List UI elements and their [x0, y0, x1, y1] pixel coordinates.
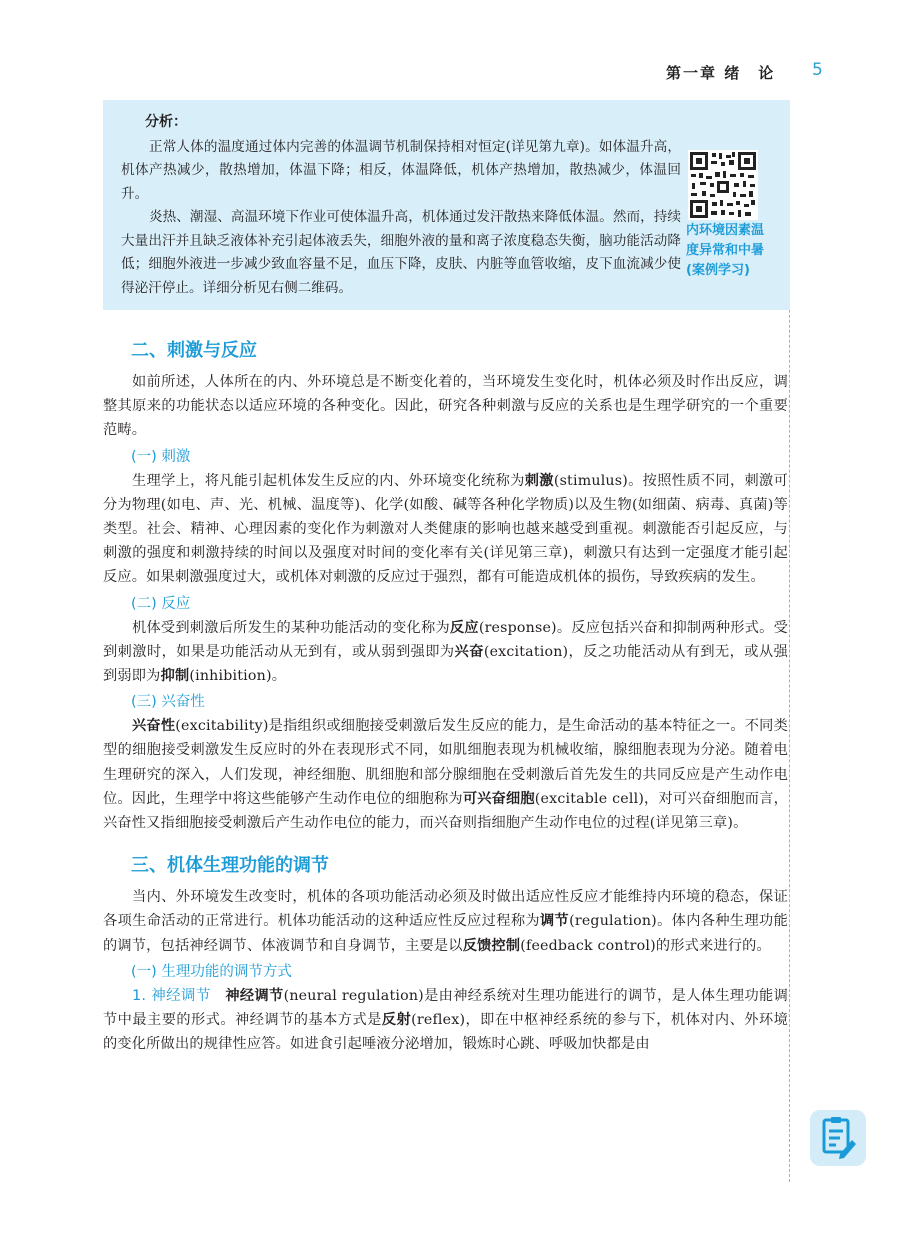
key-term: 反射: [381, 1012, 412, 1029]
subsection-title: (一) 生理功能的调节方式: [131, 963, 292, 980]
text-run: (reflex)，即在中枢神经系统的参与下，机体对内、外环境的变化所做出的规律性应答。如进食引起唾液分泌增加，锻炼时心跳、呼吸加快都是由: [103, 1012, 789, 1053]
subsection-title: (二) 反应: [131, 595, 191, 612]
key-term: 可兴奋细胞: [462, 790, 535, 807]
qr-caption: 内环境因素温度异常和中暑(案例学习): [686, 223, 765, 278]
key-term: 兴奋性: [132, 718, 176, 735]
item-heading: 1. 神经调节: [132, 987, 211, 1004]
case-analysis-box: [103, 100, 790, 310]
text-run: (excitation)，反之功能活动从有到无，或从强到弱即为: [103, 643, 788, 685]
text-run: (feedback control)的形式来进行的。: [520, 937, 771, 954]
body-paragraph: [103, 984, 788, 1057]
subsection-title: (三) 兴奋性: [131, 694, 205, 711]
body-paragraph: [103, 714, 788, 835]
page-header: [0, 52, 900, 86]
text-run: (response)。反应包括兴奋和抑制两种形式。受到刺激时，如果是功能活动从无到有，或从弱到强即为: [103, 619, 789, 660]
subsection-title: (一) 刺激: [131, 448, 191, 465]
key-term: 刺激: [524, 472, 554, 489]
key-term: 神经调节: [225, 987, 284, 1004]
text-run: 机体受到刺激后所发生的某种功能活动的变化称为: [132, 619, 450, 636]
key-term: 抑制: [160, 668, 190, 685]
key-term: 反馈控制: [462, 937, 521, 954]
text-run: (stimulus)。按照性质不同，刺激可分为物理(如电、声、光、机械、温度等)、化学(如酸、碱等各种化学物质)以及生物(如细菌、病毒、真菌)等类型。社会、精神、心理因素的变化作为刺激对人类健康的影响也越来越受到重视。刺激能否引起反应，与刺激的强度和刺激持续的时间以及强度对时间的变化率有关(详见第三章)，刺激只有达到一定强度才能引起反应。如果刺激强度过大，或机体对刺激的反应过于强烈，都有可能造成机体的损伤，导致疾病的发生。: [103, 472, 788, 586]
body-paragraph: [103, 469, 788, 590]
case-analysis-title: 分析：: [145, 114, 187, 130]
case-analysis-text: [121, 111, 681, 300]
qr-code-icon[interactable]: [688, 150, 758, 220]
text-run: (regulation)。体内各种生理功能的调节，包括神经调节、体液调节和自身调节，主要是以: [103, 913, 788, 954]
body-paragraph: [103, 616, 788, 689]
text-run: (excitability)是指组织或细胞接受刺激后发生反应的能力，是生命活动的基本特征之一。不同类型的细胞接受刺激发生反应时的外在表现形式不同，如肌细胞表现为机械收缩，腺细胞表现为分泌。随着电生理研究的深入，人们发现，神经细胞、肌细胞和部分腺细胞在受刺激后首先发生的共同反应是产生动作电位。因此，生理学中将这些能够产生动作电位的细胞称为: [103, 718, 788, 807]
page-number: 5: [812, 60, 823, 80]
main-content: [103, 336, 788, 1056]
key-term: 兴奋: [454, 643, 484, 660]
body-paragraph: [103, 885, 788, 958]
section-title: 三、机体生理功能的调节: [131, 855, 329, 877]
body-paragraph: 如前所述，人体所在的内、外环境总是不断变化着的，当环境发生变化时，机体必须及时作出反应，调整其原来的功能状态以适应环境的各种变化。因此，研究各种刺激与反应的关系也是生理学研究的一个重要范畴。: [103, 374, 788, 439]
section-title: 二、刺激与反应: [131, 340, 257, 361]
key-term: 调节: [539, 913, 570, 930]
text-run: (excitable cell)，对可兴奋细胞而言，兴奋性又指细胞接受刺激后产生动作电位的能力，而兴奋则指细胞产生动作电位的过程(详见第三章)。: [103, 790, 788, 832]
key-term: 反应: [449, 619, 479, 636]
text-run: (inhibition)。: [189, 668, 287, 685]
case-analysis-paragraph: 正常人体的温度通过体内完善的体温调节机制保持相对恒定(详见第九章)。如体温升高，机体产热减少，散热增加，体温下降；相反，体温降低，机体产热增加，散热减少，体温回升。: [121, 138, 681, 202]
case-analysis-paragraph: 炎热、潮湿、高温环境下作业可使体温升高，机体通过发汗散热来降低体温。然而，持续大量出汗并且缺乏液体补充引起体液丢失，细胞外液的量和离子浓度稳态失衡，脑功能活动降低；细胞外液进一步减少致血容量不足，血压下降，皮肤、内脏等血管收缩，皮下血流减少使得泌汗停止。详细分析见右侧二维码。: [121, 209, 681, 296]
text-run: 生理学上，将凡能引起机体发生反应的内、外环境变化统称为: [132, 472, 525, 489]
notes-icon[interactable]: [810, 1110, 866, 1166]
text-run: 当内、外环境发生改变时，机体的各项功能活动必须及时做出适应性反应才能维持内环境的稳态，保证各项生命活动的正常进行。机体功能活动的这种适应性反应过程称为: [103, 889, 788, 930]
chapter-title: 第一章 绪 论: [666, 64, 776, 82]
text-run: (neural regulation)是由神经系统对生理功能进行的调节，是人体生理功能调节中最主要的形式。神经调节的基本方式是: [103, 987, 789, 1029]
